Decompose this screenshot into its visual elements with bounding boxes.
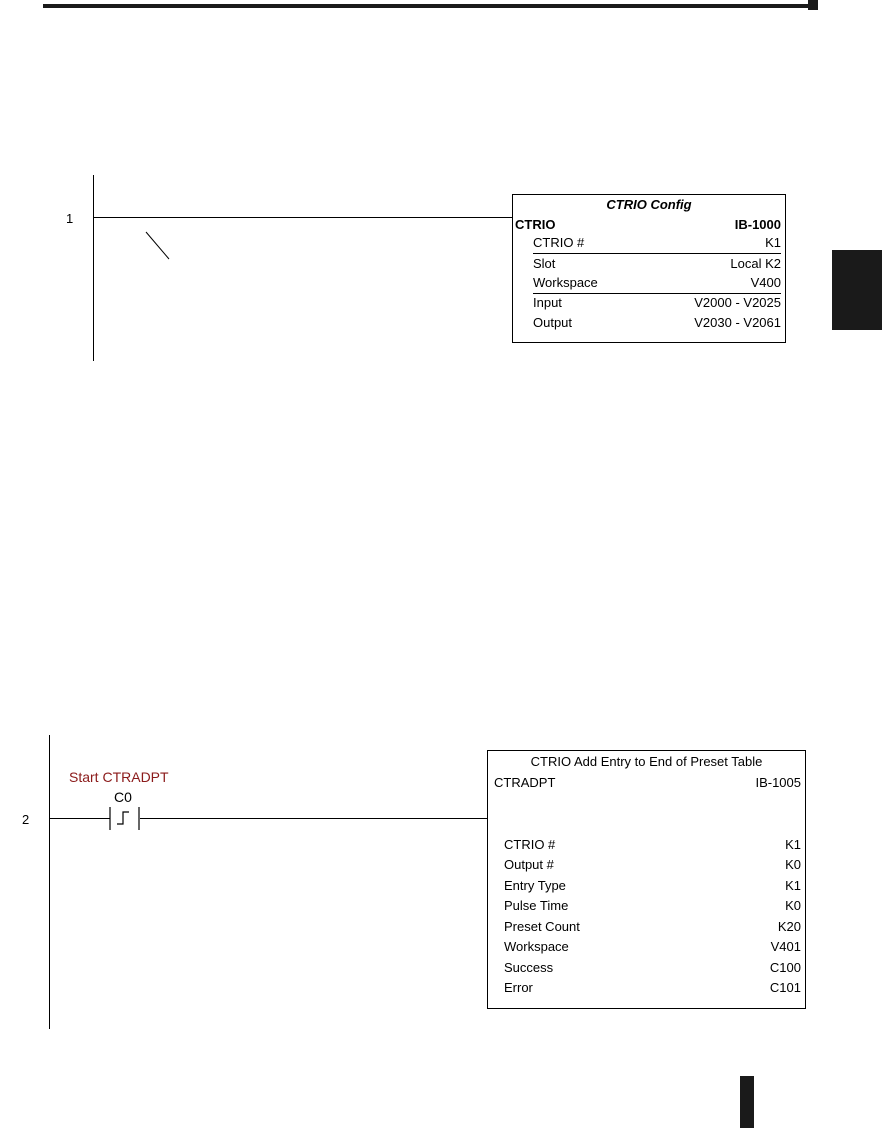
box-title: CTRIO Config bbox=[606, 197, 692, 212]
param-value: Local K2 bbox=[730, 256, 781, 271]
contact-nickname: Start CTRADPT bbox=[69, 769, 169, 785]
box-ib-number: IB-1005 bbox=[755, 775, 801, 790]
param-label: Output # bbox=[504, 857, 554, 872]
param-row bbox=[504, 857, 801, 875]
param-value: K0 bbox=[785, 857, 801, 872]
ctradpt-box[interactable] bbox=[487, 750, 806, 1009]
rung-wire bbox=[93, 217, 512, 218]
param-row bbox=[533, 256, 781, 274]
rung-number: 1 bbox=[66, 211, 74, 226]
param-row bbox=[504, 980, 801, 998]
positive-edge-contact-icon[interactable] bbox=[108, 806, 148, 832]
param-label: CTRIO # bbox=[533, 235, 585, 250]
box-title: CTRIO Add Entry to End of Preset Table bbox=[530, 754, 763, 769]
param-label: Success bbox=[504, 960, 554, 975]
box-ib-number: IB-1000 bbox=[734, 217, 781, 232]
param-label: Input bbox=[533, 295, 562, 310]
param-value: K1 bbox=[765, 235, 781, 250]
contact-address: C0 bbox=[114, 789, 132, 805]
param-row bbox=[533, 275, 781, 294]
param-label: Preset Count bbox=[504, 919, 580, 934]
param-value: K1 bbox=[785, 878, 801, 893]
param-value: K0 bbox=[785, 898, 801, 913]
rung-wire-right bbox=[140, 818, 487, 819]
param-label: Workspace bbox=[533, 275, 598, 290]
param-row bbox=[533, 295, 781, 313]
left-power-rail bbox=[93, 175, 94, 361]
param-row bbox=[533, 235, 781, 254]
param-value: V2030 - V2061 bbox=[694, 315, 781, 330]
rung-number: 2 bbox=[22, 812, 30, 827]
param-label: Error bbox=[504, 980, 533, 995]
param-value: C101 bbox=[769, 980, 801, 995]
left-power-rail bbox=[49, 735, 50, 1029]
rung-wire-left bbox=[49, 818, 110, 819]
ctrio-config-box[interactable] bbox=[512, 194, 786, 343]
param-label: CTRIO # bbox=[504, 837, 556, 852]
param-row bbox=[504, 878, 801, 896]
box-opcode: CTRIO bbox=[515, 217, 556, 232]
param-row bbox=[504, 960, 801, 978]
page-marker bbox=[740, 1076, 754, 1128]
param-row bbox=[533, 315, 781, 333]
param-value: V401 bbox=[770, 939, 801, 954]
param-value: C100 bbox=[769, 960, 801, 975]
param-value: K20 bbox=[777, 919, 801, 934]
param-label: Slot bbox=[533, 256, 556, 271]
top-rule bbox=[43, 4, 810, 8]
param-value: V400 bbox=[750, 275, 781, 290]
chapter-tab bbox=[832, 250, 882, 330]
box-opcode: CTRADPT bbox=[494, 775, 556, 790]
top-rule-cap bbox=[808, 0, 818, 10]
param-value: K1 bbox=[785, 837, 801, 852]
param-row bbox=[504, 837, 801, 855]
param-label: Output bbox=[533, 315, 573, 330]
param-label: Workspace bbox=[504, 939, 569, 954]
param-row bbox=[504, 939, 801, 957]
param-label: Entry Type bbox=[504, 878, 566, 893]
param-value: V2000 - V2025 bbox=[694, 295, 781, 310]
param-row bbox=[504, 919, 801, 937]
param-row bbox=[504, 898, 801, 916]
always-on-stroke-icon bbox=[144, 230, 174, 262]
param-label: Pulse Time bbox=[504, 898, 569, 913]
